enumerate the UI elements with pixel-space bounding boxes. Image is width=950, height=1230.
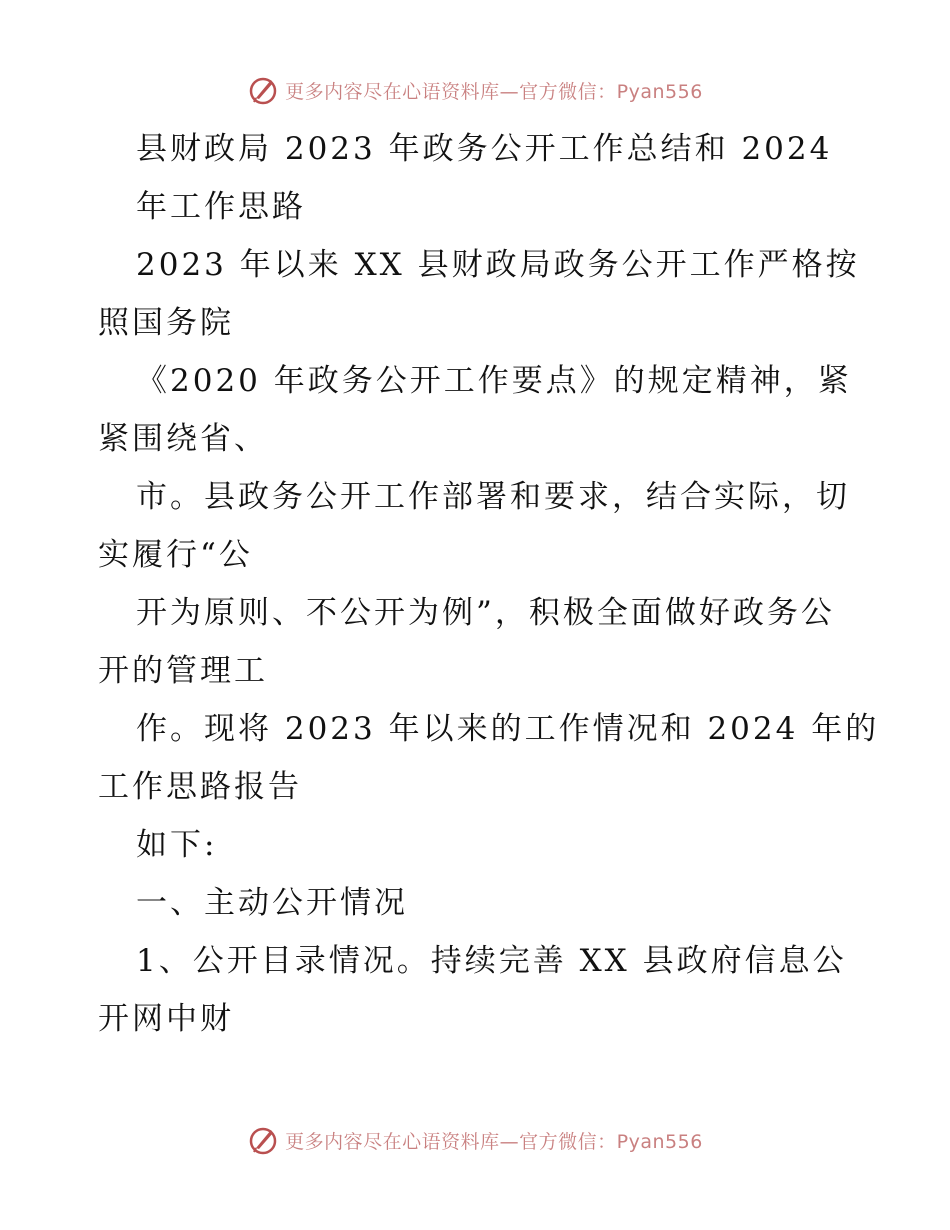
document-line: 一、主动公开情况	[136, 885, 408, 921]
header-banner	[0, 70, 950, 110]
document-line: 县财政局 2023 年政务公开工作总结和 2024	[136, 131, 833, 167]
document-body	[98, 120, 878, 1048]
document-line: 工作思路报告	[98, 769, 302, 805]
document-line: 2023 年以来 XX 县财政局政务公开工作严格按	[136, 247, 860, 283]
document-line: 照国务院	[98, 305, 234, 341]
document-line: 《2020 年政务公开工作要点》的规定精神，紧	[136, 363, 852, 399]
document-line: 实履行“公	[98, 537, 253, 573]
document-line: 开网中财	[98, 1001, 234, 1037]
footer-banner	[0, 1120, 950, 1160]
footer-banner-text: 更多内容尽在心语资料库—官方微信：Pyan556	[285, 1130, 703, 1153]
document-line: 紧围绕省、	[98, 421, 268, 457]
document-line: 1、公开目录情况。持续完善 XX 县政府信息公	[136, 943, 847, 979]
header-banner-text: 更多内容尽在心语资料库—官方微信：Pyan556	[285, 80, 703, 103]
document-line: 开的管理工	[98, 653, 268, 689]
document-line: 开为原则、不公开为例”，积极全面做好政务公	[136, 595, 835, 631]
quill-logo-icon	[247, 74, 279, 106]
document-line: 作。现将 2023 年以来的工作情况和 2024 年的	[136, 711, 880, 747]
document-line: 年工作思路	[136, 189, 306, 225]
document-line: 市。县政务公开工作部署和要求，结合实际，切	[136, 479, 850, 515]
document-line: 如下:	[136, 827, 218, 863]
quill-logo-icon	[247, 1124, 279, 1156]
